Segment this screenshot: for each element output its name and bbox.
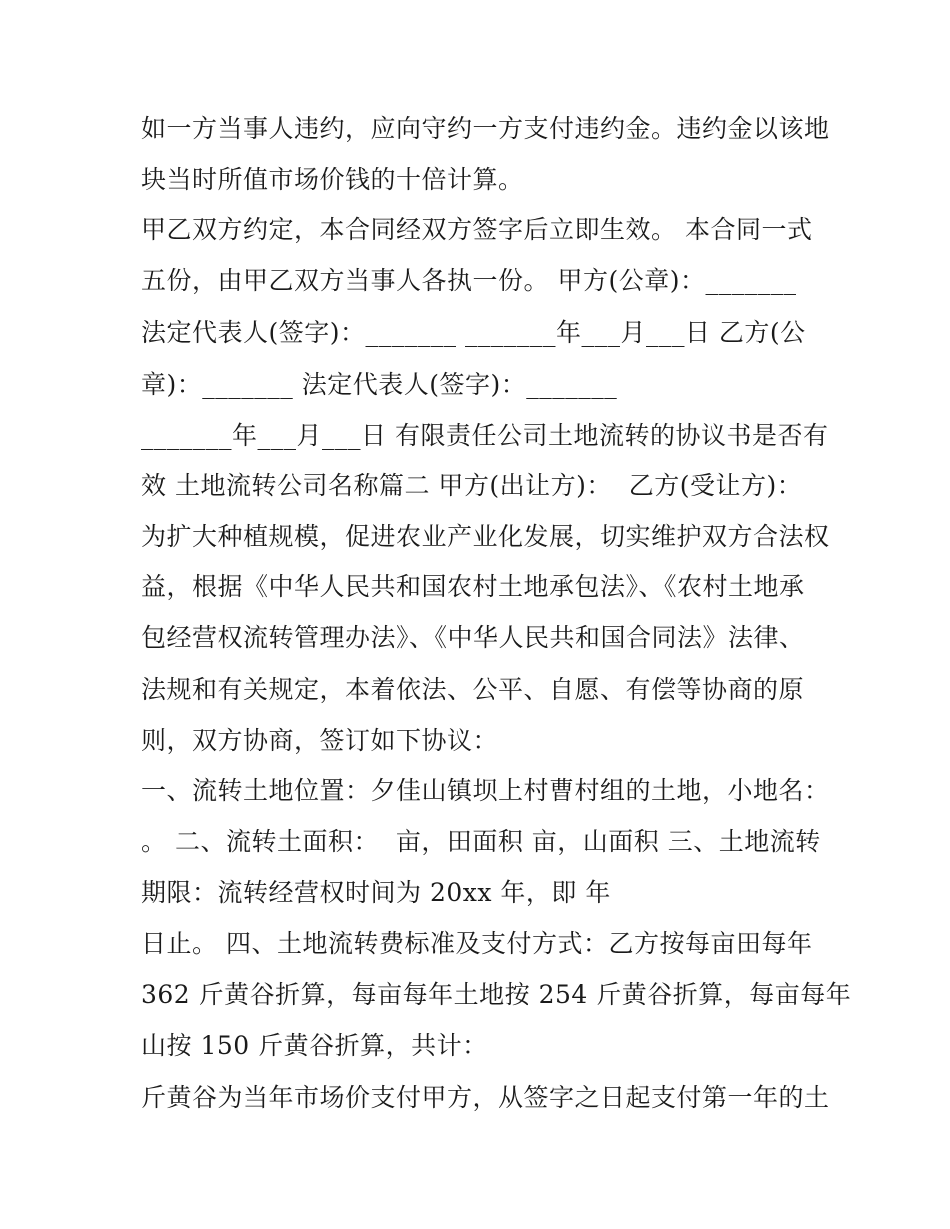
text-line: 。 二、流转土面积： 亩，田面积 亩，山面积 三、土地流转 bbox=[141, 827, 821, 856]
text-line: 日止。 四、土地流转费标准及支付方式：乙方按每亩田每年 bbox=[141, 929, 813, 958]
text-line: 如一方当事人违约，应向守约一方支付违约金。违约金以该地 bbox=[141, 114, 830, 143]
text-line: 为扩大种植规模，促进农业产业化发展，切实维护双方合法权 bbox=[141, 522, 830, 551]
text-line: 章)：_______ 法定代表人(签字)：_______ bbox=[141, 370, 618, 399]
text-line: 法规和有关规定，本着依法、公平、自愿、有偿等协商的原 bbox=[141, 675, 805, 704]
text-line: 五份，由甲乙双方当事人各执一份。 甲方(公章)：_______ bbox=[141, 266, 797, 295]
text-line: 一、流转土地位置：夕佳山镇坝上村曹村组的土地，小地名： bbox=[141, 776, 830, 805]
text-line: 362 斤黄谷折算，每亩每年土地按 254 斤黄谷折算，每亩每年 bbox=[141, 980, 852, 1009]
text-line: 益，根据《中华人民共和国农村土地承包法》、《农村土地承 bbox=[141, 572, 805, 601]
text-line: 法定代表人(签字)：_______ _______年___月___日 乙方(公 bbox=[141, 318, 806, 347]
text-line: 则，双方协商，签订如下协议： bbox=[141, 726, 499, 755]
text-line: _______年___月___日 有限责任公司土地流转的协议书是否有 bbox=[141, 421, 829, 450]
text-line: 块当时所值市场价钱的十倍计算。 bbox=[141, 165, 524, 194]
text-line: 甲乙双方约定，本合同经双方签字后立即生效。 本合同一式 bbox=[141, 215, 813, 244]
text-line: 包经营权流转管理办法》、《中华人民共和国合同法》法律、 bbox=[141, 623, 805, 652]
text-line: 山按 150 斤黄谷折算，共计： bbox=[141, 1031, 488, 1060]
text-line: 期限：流转经营权时间为 20xx 年，即 年 bbox=[141, 878, 611, 907]
text-line: 斤黄谷为当年市场价支付甲方，从签字之日起支付第一年的土 bbox=[141, 1083, 830, 1112]
text-line: 效 土地流转公司名称篇二 甲方(出让方)： 乙方(受让方)： bbox=[141, 471, 803, 500]
